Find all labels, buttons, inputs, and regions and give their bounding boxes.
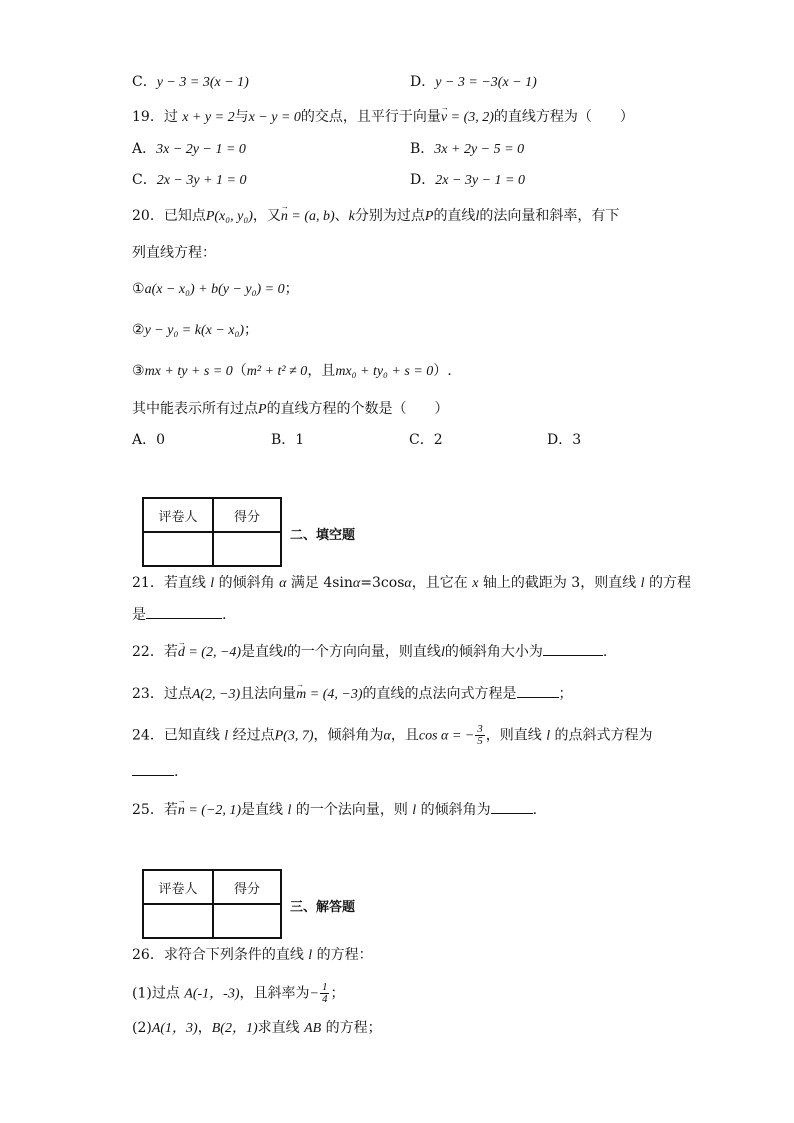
text: 20．已知点	[132, 208, 206, 224]
score-label: 得分	[213, 498, 281, 532]
sign: −	[309, 986, 319, 1002]
q23-stem	[132, 683, 573, 705]
text: 25．若	[132, 802, 178, 818]
text: 的一个方向向量，则直线	[286, 644, 441, 660]
symbol: l	[224, 728, 229, 744]
item-mark: ①	[132, 281, 145, 297]
grader-label: 评卷人	[143, 498, 213, 532]
text: .	[222, 607, 227, 623]
equation: y − y₀ = k(x − x₀)	[144, 323, 245, 338]
text: 与	[234, 109, 249, 125]
vector-symbol: → d	[178, 643, 185, 663]
option-expr: y − 3 = 3(x − 1)	[156, 75, 249, 90]
q24-stem	[132, 724, 653, 747]
text: =3cos	[360, 575, 405, 591]
vector-symbol: → m	[296, 685, 306, 705]
text: 19．过	[132, 109, 183, 125]
q25-stem	[132, 799, 537, 821]
option-expr: 3x + 2y − 5 = 0	[434, 142, 525, 157]
point: P(x₀, y₀)	[205, 209, 253, 224]
grader-box	[142, 497, 282, 567]
vector-value: = (a, b)	[287, 209, 335, 224]
q19-option-d	[410, 170, 525, 191]
option-label: B．	[410, 141, 435, 157]
symbol: l	[412, 803, 417, 818]
text: 其中能表示所有过点	[132, 401, 258, 417]
text: 的倾斜角为	[416, 802, 491, 818]
q26-part-1	[132, 982, 344, 1005]
text: 的直线	[433, 208, 476, 224]
symbol: l	[440, 645, 445, 660]
equation: a(x − x₀) + b(y − y₀) = 0	[144, 282, 285, 297]
text: 24．已知直线	[132, 727, 225, 744]
option-expr: y − 3 = −3(x − 1)	[435, 75, 537, 90]
text: ；	[330, 985, 345, 1002]
grader-cell	[143, 532, 213, 566]
score-cell	[213, 532, 281, 566]
text: 轴上的截距为 3，则直线	[478, 575, 641, 591]
equation: x + y = 2	[182, 110, 235, 125]
vector-value: = (2, −4)	[184, 645, 242, 660]
text: 的方程	[644, 575, 692, 591]
item-mark: ②	[132, 322, 145, 338]
text: 22．若	[132, 644, 178, 660]
q20-stem-line2: 列直线方程：	[132, 245, 216, 261]
q18-option-c	[132, 72, 249, 93]
q20-option-d: D．3	[547, 432, 582, 448]
text: 、	[334, 208, 349, 224]
fraction	[320, 982, 330, 1005]
q20-question	[132, 399, 449, 420]
text: 的一个法向量，则	[291, 802, 413, 818]
q19-stem	[132, 107, 634, 128]
equation: mx + ty + s = 0	[144, 364, 233, 379]
q20-stem	[132, 206, 619, 227]
grader-cell	[143, 904, 213, 938]
q20-option-c: C．2	[409, 432, 443, 448]
text: 的点斜式方程为	[550, 727, 653, 744]
option-label: A．	[132, 141, 157, 157]
symbol: l	[640, 576, 645, 591]
answer-blank[interactable]	[132, 761, 174, 776]
item-mark: ③	[132, 363, 145, 379]
vector-value: = (4, −3)	[306, 687, 363, 702]
text: ，倾斜角为	[313, 727, 384, 744]
answer-blank[interactable]	[543, 641, 603, 656]
grader-label: 评卷人	[143, 870, 213, 904]
text: 的法向量和斜率，有下	[479, 208, 620, 224]
answer-blank[interactable]	[517, 683, 559, 698]
vector-symbol: → v	[441, 108, 447, 128]
text: 经过点	[228, 727, 275, 744]
q24-answer-line	[132, 761, 178, 782]
q20-option-a: A．0	[132, 432, 166, 448]
text: ，且	[390, 727, 419, 744]
text: 分别为过点	[354, 208, 425, 224]
section-title-fill-in: 二、填空题	[290, 528, 356, 543]
score-label: 得分	[213, 870, 281, 904]
text: 求直线	[257, 1020, 305, 1036]
fraction	[475, 724, 485, 747]
text: 的交点，且平行于向量	[300, 109, 441, 125]
point: B(2，1)	[211, 1021, 258, 1036]
q26-stem	[132, 945, 373, 966]
text: .	[174, 764, 179, 780]
symbol: P	[258, 402, 267, 417]
vector-value: = (3, 2)	[447, 110, 494, 125]
q19-option-c	[132, 170, 247, 191]
text: 23．过点	[132, 686, 192, 702]
symbol: l	[210, 576, 215, 591]
q26-part-2	[132, 1018, 382, 1039]
vector-value: = (−2, 1)	[184, 803, 242, 818]
text: .	[532, 802, 538, 818]
option-label: D．	[410, 172, 436, 188]
q20-item-2	[132, 320, 258, 341]
text: ，则直线	[485, 727, 547, 744]
text: 是直线	[241, 644, 284, 660]
score-cell	[213, 904, 281, 938]
q19-option-a	[132, 139, 246, 160]
q21-answer-line	[132, 604, 226, 625]
option-expr: 3x − 2y − 1 = 0	[156, 142, 246, 157]
equation: cos α = −	[418, 728, 475, 744]
point: A(1，3)	[151, 1021, 198, 1036]
text: ；	[284, 281, 299, 297]
symbol: l	[475, 209, 480, 224]
equation: mx₀ + ty₀ + s = 0	[335, 364, 434, 379]
text: 的方程；	[321, 1020, 382, 1036]
vector-symbol: → n	[281, 207, 288, 227]
symbol: k	[348, 209, 355, 224]
point: A(-1，-3)	[184, 986, 240, 1002]
point: A(2, −3)	[191, 687, 241, 702]
symbol: x	[472, 576, 479, 591]
text: 的方程：	[312, 947, 373, 963]
section-title-answer: 三、解答题	[290, 900, 356, 915]
numerator: 1	[321, 981, 328, 993]
text: 是直线	[241, 802, 288, 818]
q20-option-b: B．1	[271, 432, 305, 448]
symbol: l	[283, 645, 287, 660]
option-label: C．	[132, 172, 157, 188]
q20-item-1	[132, 279, 299, 300]
text: (2)	[132, 1020, 152, 1036]
vector-symbol: → n	[178, 801, 185, 821]
denominator: 4	[321, 993, 328, 1005]
option-label: D．	[410, 74, 436, 90]
text: ，且	[307, 363, 336, 379]
q19-option-b	[410, 139, 524, 160]
q18-option-d	[410, 72, 537, 93]
text: ，又	[252, 208, 281, 224]
text: 的直线方程为（ ）	[493, 109, 634, 125]
symbol: α	[352, 576, 361, 591]
equation: x − y = 0	[248, 110, 301, 125]
text: 26．求符合下列条件的直线	[132, 947, 309, 963]
option-expr: 2x − 3y − 1 = 0	[435, 173, 526, 188]
symbol: l	[546, 728, 551, 744]
text: 满足 4sin	[286, 575, 353, 591]
text: ）.	[433, 363, 452, 379]
text: ，	[197, 1020, 212, 1036]
symbol: P	[424, 209, 434, 224]
q22-stem	[132, 641, 607, 663]
symbol: l	[287, 803, 292, 818]
text: ；	[244, 322, 259, 338]
text: 的直线方程的个数是（ ）	[266, 401, 449, 417]
symbol: AB	[304, 1021, 322, 1036]
text: ；	[558, 686, 573, 702]
numerator: 3	[477, 723, 483, 735]
symbol: α	[383, 728, 391, 744]
symbol: l	[308, 948, 313, 963]
option-label: C．	[132, 74, 157, 90]
q20-item-3	[132, 361, 452, 382]
point: P(3, 7)	[274, 728, 314, 744]
text: ，且斜率为	[239, 985, 310, 1002]
text: .	[602, 644, 608, 660]
q21-stem	[132, 573, 691, 594]
answer-blank[interactable]	[146, 604, 222, 619]
text: 的倾斜角大小为	[444, 644, 543, 660]
denominator: 5	[477, 735, 483, 747]
option-expr: 2x − 3y + 1 = 0	[156, 173, 247, 188]
text: 且法向量	[240, 686, 297, 702]
text: （	[232, 363, 247, 379]
text: (1)过点	[132, 985, 185, 1002]
grader-box	[142, 869, 282, 939]
text: ，且它在	[411, 575, 473, 591]
text: 是	[132, 607, 146, 623]
text: 的直线的点法向式方程是	[362, 686, 517, 702]
equation: m² + t² ≠ 0	[246, 364, 308, 379]
text: 21．若直线	[132, 575, 211, 591]
text: 的倾斜角	[214, 575, 280, 591]
answer-blank[interactable]	[491, 799, 533, 814]
symbol: α	[279, 576, 287, 591]
symbol: α	[404, 576, 412, 591]
